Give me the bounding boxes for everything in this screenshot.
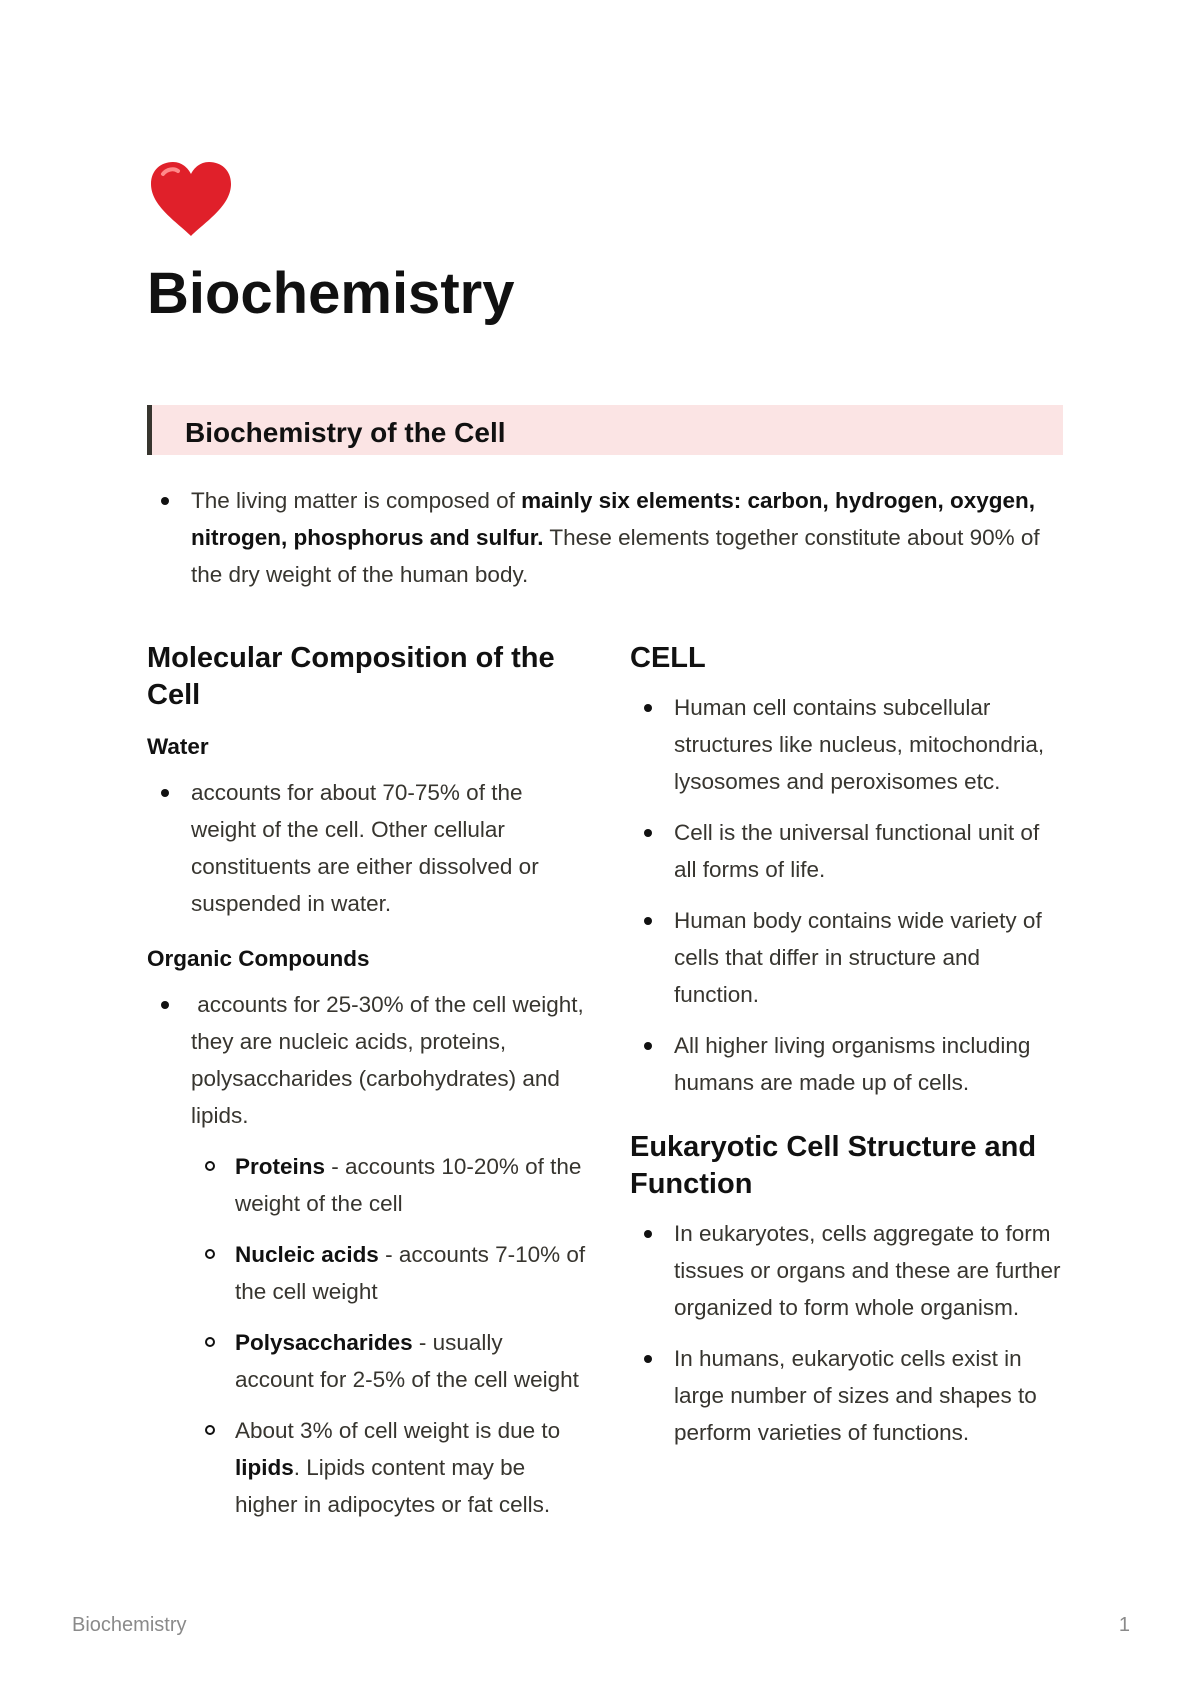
list-item [147,986,590,1134]
lipids-bold: lipids [235,1455,294,1480]
sub-item-text: - usually account for 2-5% of the cell weight [235,1330,579,1392]
left-column [147,640,590,1523]
page-title: Biochemistry [147,261,515,326]
sub-item-bold: Polysaccharides [235,1330,413,1355]
sub-list-item [191,1324,587,1398]
cell-list [630,689,1063,1101]
lipids-post: . Lipids content may be higher in adipocytes or fat cells. [235,1455,551,1517]
footer-title: Biochemistry [72,1614,187,1636]
intro-item [147,482,1063,593]
page-number: 1 [1118,1614,1130,1636]
eukaryotic-list [630,1215,1063,1451]
organic-main-text: accounts for 25-30% of the cell weight, they are nucleic acids, proteins, polysaccharides (carbohydrates) and lipids. [191,992,590,1128]
right-column [630,640,1063,1451]
list-item: Cell is the universal functional unit of all forms of life. [630,814,1063,888]
sub-list-item [191,1236,587,1310]
list-item: In humans, eukaryotic cells exist in large number of sizes and shapes to perform varieties of functions. [630,1340,1063,1451]
lipids-pre: About 3% of cell weight is due to [235,1418,561,1443]
intro-text-post: These elements together constitute about 90% of the dry weight of the human body. [191,525,1040,587]
intro-text-bold: mainly six elements: carbon, hydrogen, oxygen, nitrogen, phosphorus and sulfur. [191,488,1036,550]
list-item: All higher living organisms including humans are made up of cells. [630,1027,1063,1101]
organic-list [147,986,590,1134]
list-item: In eukaryotes, cells aggregate to form tissues or organs and these are further organized to form whole organism. [630,1215,1063,1326]
eukaryotic-heading: Eukaryotic Cell Structure and Function [630,1131,1037,1200]
water-list [147,774,587,922]
sub-item-text: - accounts 7-10% of the cell weight [235,1242,586,1304]
list-item: accounts for about 70-75% of the weight of the cell. Other cellular constituents are either dissolved or suspended in water. [147,774,587,922]
water-subheading: Water [147,734,209,759]
organic-compounds-subheading: Organic Compounds [147,946,370,971]
cell-heading: CELL [630,642,706,674]
sub-item-bold: Nucleic acids [235,1242,379,1267]
callout-heading: Biochemistry of the Cell [185,417,506,448]
list-item: Human body contains wide variety of cells that differ in structure and function. [630,902,1063,1013]
list-item: Human cell contains subcellular structures like nucleus, mitochondria, lysosomes and peroxisomes etc. [630,689,1063,800]
intro-list [147,482,1063,593]
sub-item-bold: Proteins [235,1154,326,1179]
sub-item-text: - accounts 10-20% of the weight of the cell [235,1154,582,1216]
red-heart-icon [147,160,235,238]
sub-list-item [191,1148,587,1222]
callout-block [147,405,1063,455]
sub-list-item [191,1412,587,1523]
intro-text-pre: The living matter is composed of [191,488,522,513]
organic-sublist [147,1148,587,1523]
molecular-composition-heading: Molecular Composition of the Cell [147,642,555,711]
